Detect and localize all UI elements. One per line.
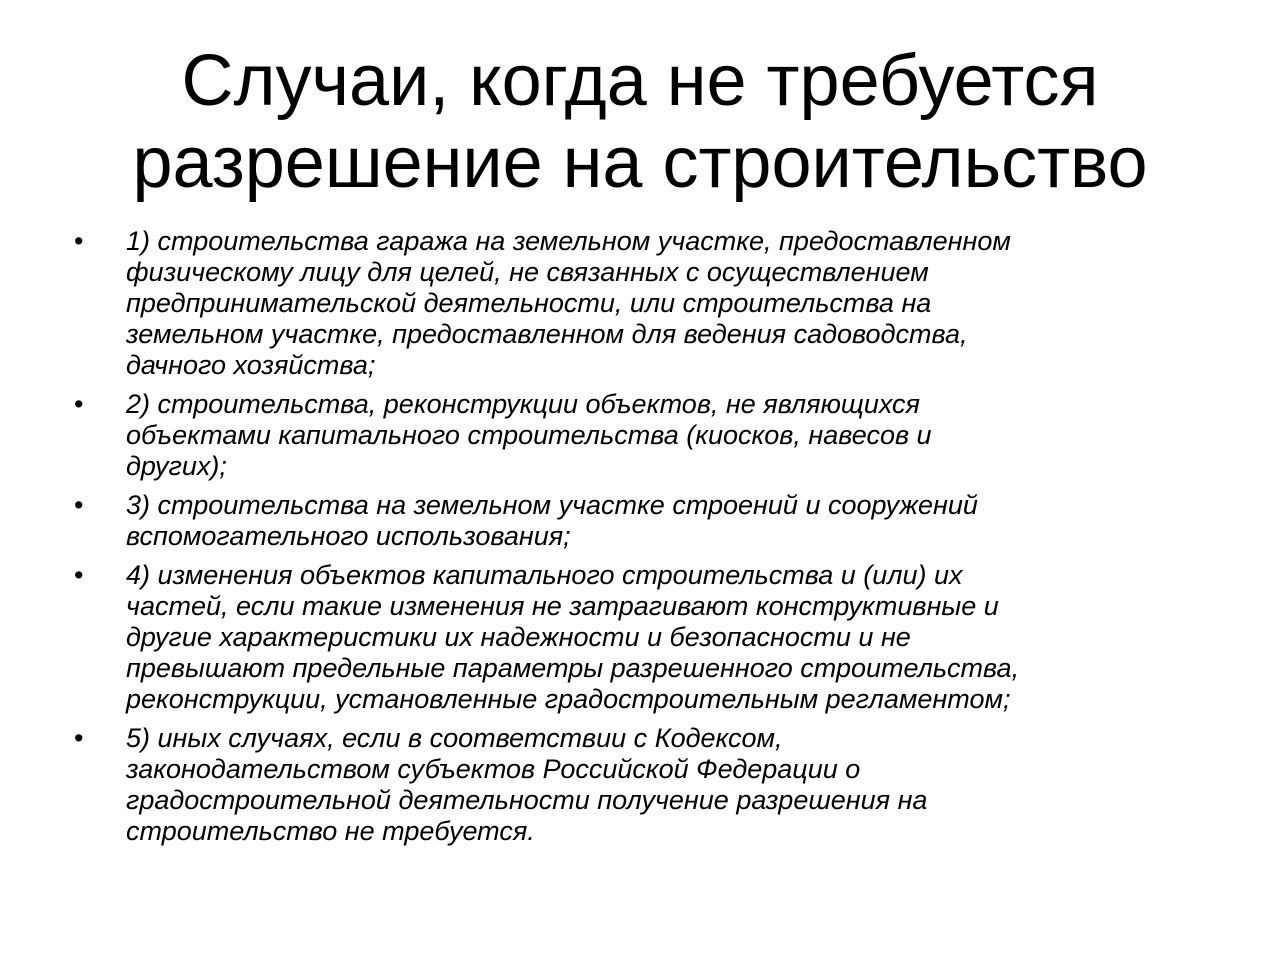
bullet-item [74, 226, 1224, 381]
bullet-text-line: законодательством субъектов Российской Федерации о [126, 754, 861, 784]
bullet-point-icon: • [74, 560, 84, 590]
bullet-text-line: дачного хозяйства; [126, 350, 376, 380]
bullet-text-line: других); [126, 451, 227, 481]
bullet-text-line: объектами капитального строительства (киосков, навесов и [126, 420, 932, 450]
bullet-text-line: градостроительной деятельности получение разрешения на [126, 785, 928, 815]
slide-title-line: разрешение на строительство [132, 123, 1148, 203]
bullet-text-line: превышают предельные параметры разрешенного строительства, [126, 653, 1020, 683]
bullet-text-line: предпринимательской деятельности, или строительства на [126, 288, 932, 318]
bullet-item [74, 723, 1224, 847]
bullet-text-line: 4) изменения объектов капитального строительства и (или) их [126, 560, 963, 590]
bullet-list [74, 226, 1224, 855]
bullet-text-line: вспомогательного использования; [126, 521, 571, 551]
bullet-text-line: строительство не требуется. [126, 816, 535, 846]
bullet-text-line: 1) строительства гаража на земельном участке, предоставленном [126, 226, 1011, 256]
bullet-text-line: 3) строительства на земельном участке строений и сооружений [126, 490, 978, 520]
bullet-text-line: 2) строительства, реконструкции объектов, не являющихся [126, 389, 920, 419]
bullet-text-line: земельном участке, предоставленном для ведения садоводства, [126, 319, 968, 349]
bullet-text-line: другие характеристики их надежности и безопасности и не [126, 622, 911, 652]
bullet-point-icon: • [74, 226, 84, 256]
bullet-text-line: физическому лицу для целей, не связанных с осуществлением [126, 257, 929, 287]
bullet-point-icon: • [74, 389, 84, 419]
bullet-text-line: реконструкции, установленные градостроительным регламентом; [126, 684, 1011, 714]
bullet-text-line: частей, если такие изменения не затрагивают конструктивные и [126, 591, 999, 621]
bullet-item [74, 389, 1224, 482]
slide-title [60, 40, 1220, 204]
bullet-item [74, 560, 1224, 715]
slide-title-line: Случаи, когда не требуется [181, 41, 1099, 121]
bullet-point-icon: • [74, 723, 84, 753]
bullet-text-line: 5) иных случаях, если в соответствии с Кодексом, [126, 723, 783, 753]
bullet-item [74, 490, 1224, 552]
bullet-point-icon: • [74, 490, 84, 520]
